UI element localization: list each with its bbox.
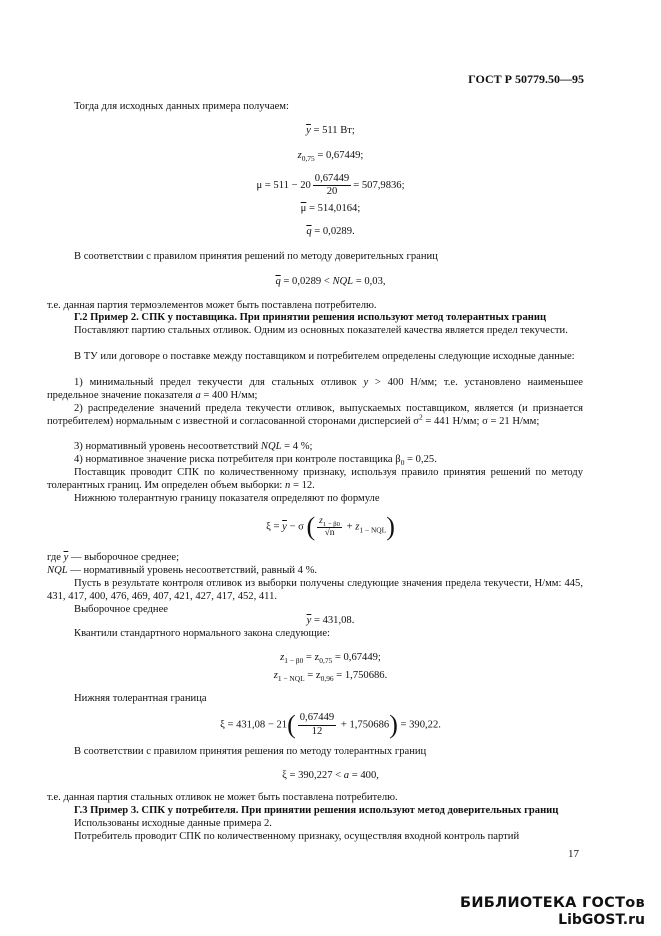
equation-mu-upper: $\overline{\mu} = 514,0164$; bbox=[300, 203, 361, 214]
g2-paragraph-5: Пусть в результате контроля отливок из выборки получены следующие значения предела текучести, Н/мм: 445, 431, 417, 400, 476, 469, 407, 421, 427, 417, 452, 411. bbox=[47, 578, 583, 603]
g2-paragraph-3: Поставщик проводит СПК по количественному признаку, используя правило принятия решений по методу толерантных границ. Им определен объем выборки: n = 12. bbox=[47, 467, 583, 492]
equation-sample-mean: $\overline{y} = 431,08$. bbox=[306, 615, 355, 626]
equation-mu-lower: μ = 511 − 20 $\frac{0,67449}{20}$ = 507,9836; bbox=[256, 173, 405, 198]
conclusion-paragraph-1: т.е. данная партия термоэлементов может быть поставлена потребителю. bbox=[47, 300, 377, 311]
g3-paragraph-2: Потребитель проводит СПК по количественному признаку, осуществляя входной контроль партий bbox=[74, 831, 520, 842]
g2-item-1: 1) минимальный предел текучести для стальных отливок y > 400 Н/мм; т.е. установлено наименьшее предельное значение показателя a = 400 Н/мм; bbox=[47, 377, 583, 402]
accordance-paragraph-1: В соответствии с правилом принятия решений по методу доверительных границ bbox=[74, 251, 438, 262]
g2-item-2: 2) распределение значений предела текучести отливок, выпускаемых поставщиком, является (и признается потребителем) нормальным с известной и согласованной сторонами дисперсией $\sigma^2 = 441$ Н/мм; σ = 21 Н/мм; bbox=[47, 403, 583, 428]
g2-paragraph-7: Квантили стандартного нормального закона следующие: bbox=[74, 628, 330, 639]
watermark-site-link[interactable]: LibGOST.ru bbox=[558, 912, 645, 928]
document-code: ГОСТ Р 50779.50—95 bbox=[468, 72, 584, 86]
equation-tolerance-compare: ξ = 390,227 < a = 400, bbox=[282, 770, 379, 781]
equation-q-bar: $\overline{q} = 0,0289$. bbox=[306, 226, 355, 237]
g2-item-3: 3) нормативный уровень несоответствий NQL = 4 %; bbox=[74, 441, 313, 452]
g2-paragraph-1: Поставляют партию стальных отливок. Одним из основных показателей качества является предел текучести. bbox=[74, 325, 568, 336]
g2-paragraph-9: В соответствии с правилом принятия решения по методу толерантных границ bbox=[74, 746, 427, 757]
g2-paragraph-6: Выборочное среднее bbox=[74, 604, 168, 615]
intro-paragraph: Тогда для исходных данных примера получаем: bbox=[74, 101, 289, 112]
equation-q-vs-nql: $\overline{q} = 0,0289$ < NQL = 0,03, bbox=[275, 276, 386, 287]
g2-paragraph-2: В ТУ или договоре о поставке между поставщиком и потребителем определены следующие исходные данные: bbox=[74, 351, 575, 362]
where-line-2: NQL — нормативный уровень несоответствий, равный 4 %. bbox=[47, 565, 318, 576]
equation-mean: $\overline{y} = 511$ Вт; bbox=[306, 125, 355, 136]
page-number: 17 bbox=[568, 848, 579, 860]
equation-quantile-1: $z_{1 - \beta 0} = z_{0,75} = 0,67449$; bbox=[280, 652, 381, 666]
equation-quantile-2: $z_{1 - NQL} = z_{0,96} = 1,750686$. bbox=[273, 670, 388, 684]
formula-tolerance-limit: $\xi = \overline{y} - \sigma$ ( $\frac{z_{1 - \beta 0}}{√n}$ + $z_{1 - NQL}$) bbox=[266, 512, 395, 541]
where-line-1: где $\overline{y}$ — выборочное среднее; bbox=[47, 552, 180, 563]
equation-quantile: $z_{0,75} = 0,67449$; bbox=[297, 150, 364, 164]
watermark-library-title: БИБЛИОТЕКА ГОСТов bbox=[460, 895, 645, 911]
g2-item-4: 4) нормативное значение риска потребителя при контроле поставщика $\beta_0 = 0,25$. bbox=[74, 454, 437, 468]
g2-paragraph-4: Нижнюю толерантную границу показателя определяют по формуле bbox=[74, 493, 380, 504]
formula-tolerance-value: ξ = 431,08 − 21( $\frac{0,67449}{12}$ + 1,750686) = 390,22. bbox=[220, 710, 441, 739]
g2-paragraph-10: т.е. данная партия стальных отливок не может быть поставлена потребителю. bbox=[47, 792, 398, 803]
section-title-g3: Г.3 Пример 3. СПК у потребителя. При принятии решения используют метод доверительных границ bbox=[74, 805, 559, 816]
section-title-g2: Г.2 Пример 2. СПК у поставщика. При принятии решения используют метод толерантных границ bbox=[74, 312, 547, 323]
g2-paragraph-8: Нижняя толерантная граница bbox=[74, 693, 207, 704]
g3-paragraph-1: Использованы исходные данные примера 2. bbox=[74, 818, 272, 829]
